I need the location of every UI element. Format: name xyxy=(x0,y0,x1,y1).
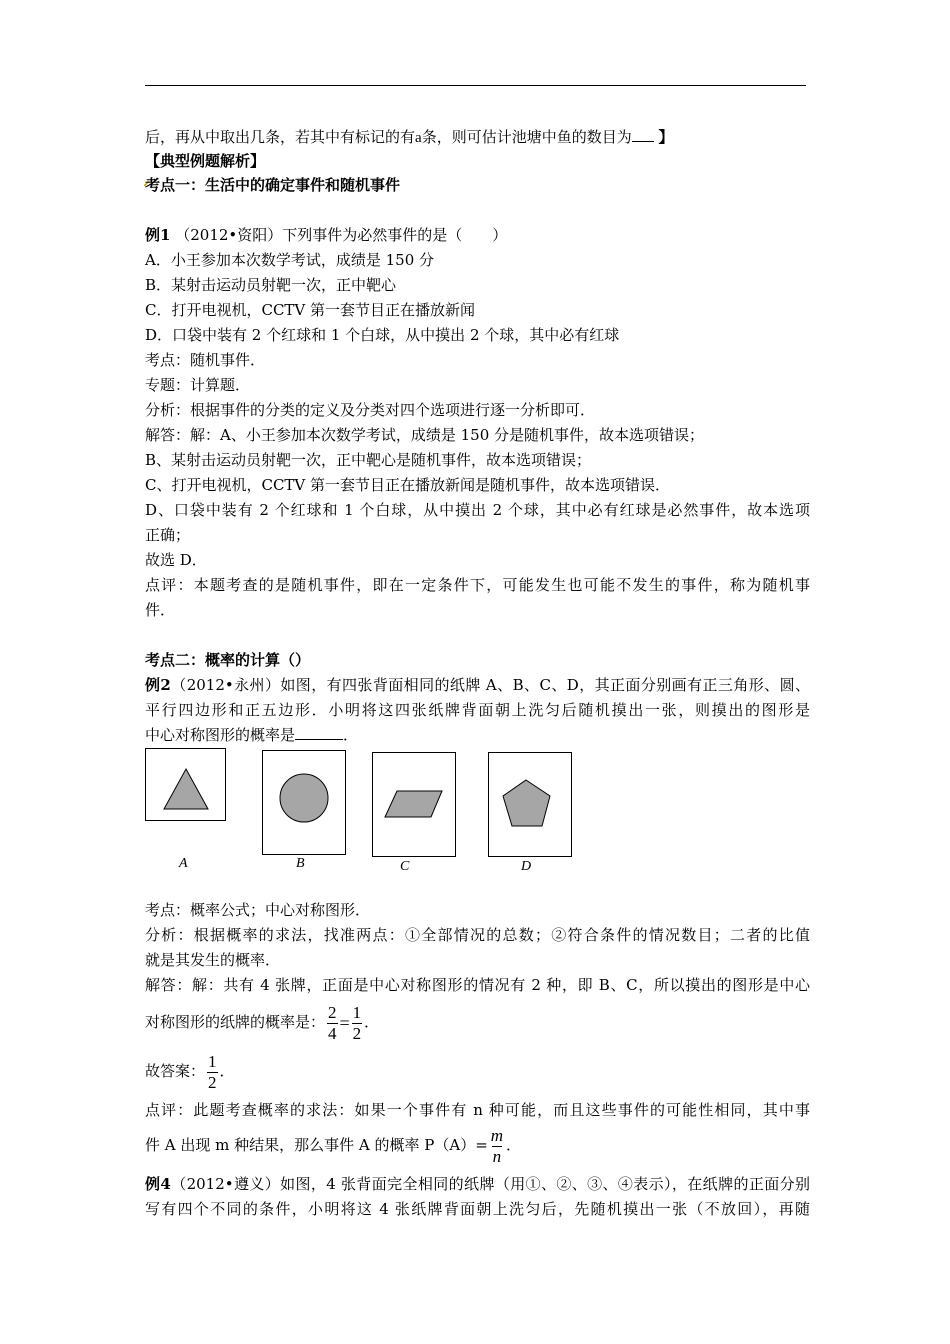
example-2-line-1: 例2（2012•永州）如图，有四张背面相同的纸牌 A、B、C、D，其正面分别画有正三角形、圆、 xyxy=(145,676,810,694)
example-2-answer: 故答案： $\frac{1}{2}$ ． xyxy=(145,1051,235,1092)
section-title: 【典型例题解析】 xyxy=(145,152,266,170)
kaodian-2-title: 考点二：概率的计算（） xyxy=(145,651,311,669)
card-b-label: B xyxy=(296,856,305,871)
example-1-option-d: D．口袋中装有 2 个红球和 1 个白球，从中摸出 2 个球，其中必有红球 xyxy=(145,326,620,344)
example-1-option-a: A．小王参加本次数学考试，成绩是 150 分 xyxy=(145,251,435,269)
example-1-jieda-d1: D、口袋中装有 2 个红球和 1 个白球，从中摸出 2 个球，其中必有红球是必然事件，故本选项 xyxy=(145,501,810,519)
answer-blank xyxy=(295,725,343,740)
card-c-label: C xyxy=(400,859,410,874)
example-1-zhuanti: 专题：计算题． xyxy=(145,376,251,394)
example-1-dianping-2: 件． xyxy=(145,601,176,619)
parallelogram-shape xyxy=(373,753,455,856)
example-2-dianping-2: 件 A 出现 m 种结果，那么事件 A 的概率 P（A）= $\frac{m}{n}$ ． xyxy=(145,1125,522,1166)
example-1-jieda-b: B、某射击运动员射靶一次，正中靶心是随机事件，故本选项错误； xyxy=(145,451,592,469)
example-2-fenxi-1: 分析：根据概率的求法，找准两点：①全部情况的总数；②符合条件的情况数目；二者的比值 xyxy=(145,926,810,944)
example-1-jieda-c: C、打开电视机，CCTV 第一套节目正在播放新闻是随机事件，故本选项错误． xyxy=(145,476,671,494)
example-2-jieda-1: 解答：解：共有 4 张牌，正面是中心对称图形的情况有 2 种，即 B、C，所以摸出的图形是中心 xyxy=(145,976,810,994)
example-2-fenxi-2: 就是其发生的概率． xyxy=(145,951,281,969)
answer-blank xyxy=(632,127,654,142)
example-2-dianping-1: 点评：此题考查概率的求法：如果一个事件有 n 种可能，而且这些事件的可能性相同，其中事 xyxy=(145,1101,810,1119)
fraction-one-half-answer: $\frac{1}{2}$ xyxy=(208,1051,217,1092)
example-1-answer: 故选 D． xyxy=(145,551,207,569)
example-1-dianping-1: 点评：本题考查的是随机事件，即在一定条件下，可能发生也可能不发生的事件，称为随机事 xyxy=(145,576,810,594)
example-4-line-2: 写有四个不同的条件，小明将这 4 张纸牌背面朝上洗匀后，先随机摸出一张（不放回），再随 xyxy=(145,1200,810,1218)
header-rule xyxy=(145,85,806,86)
card-d-label: D xyxy=(521,859,532,874)
intro-line: 后，再从中取出几条，若其中有标记的有a条，则可估计池塘中鱼的数目为 】 xyxy=(145,128,674,146)
example-1-fenxi: 分析：根据事件的分类的定义及分类对四个选项进行逐一分析即可． xyxy=(145,401,596,419)
fraction-one-half: $\frac{1}{2}$ xyxy=(352,1002,362,1043)
example-1-question: 例1 （2012•资阳）下列事件为必然事件的是（ ） xyxy=(145,226,508,244)
card-a-label: A xyxy=(179,856,188,871)
fraction-two-fourths: $\frac{2}{4}$ xyxy=(328,1002,337,1043)
example-1-jieda-d2: 正确； xyxy=(145,526,191,544)
fraction-m-over-n: $\frac{m}{n}$ xyxy=(490,1125,504,1166)
example-1-option-c: C．打开电视机，CCTV 第一套节目正在播放新闻 xyxy=(145,301,476,319)
example-4-line-1: 例4（2012•遵义）如图，4 张背面完全相同的纸牌（用①、②、③、④表示），在纸牌的正面分别 xyxy=(145,1175,810,1193)
example-1-option-b: B．某射击运动员射靶一次，正中靶心 xyxy=(145,276,397,294)
pentagon-shape xyxy=(489,753,571,856)
card-d xyxy=(488,752,572,857)
card-c xyxy=(372,752,456,857)
example-1-kaodian: 考点：随机事件． xyxy=(145,351,266,369)
card-b xyxy=(262,750,346,855)
kaodian-1-title: 考点一：生活中的确定事件和随机事件 xyxy=(145,176,401,194)
card-a xyxy=(145,748,226,821)
triangle-shape xyxy=(146,749,225,820)
example-2-line-2: 平行四边形和正五边形．小明将这四张纸牌背面朝上洗匀后随机摸出一张，则摸出的图形是 xyxy=(145,701,810,719)
circle-shape xyxy=(263,751,345,854)
example-2-jieda-2: 对称图形的纸牌的概率是： $\frac{2}{4}$ = $\frac{1}{2}$ ． xyxy=(145,1002,380,1043)
example-2-kaodian: 考点：概率公式；中心对称图形． xyxy=(145,901,371,919)
example-1-jieda-a: 解答：解：A、小王参加本次数学考试，成绩是 150 分是随机事件，故本选项错误； xyxy=(145,426,705,444)
example-2-line-3: 中心对称图形的概率是 ． xyxy=(145,726,359,744)
